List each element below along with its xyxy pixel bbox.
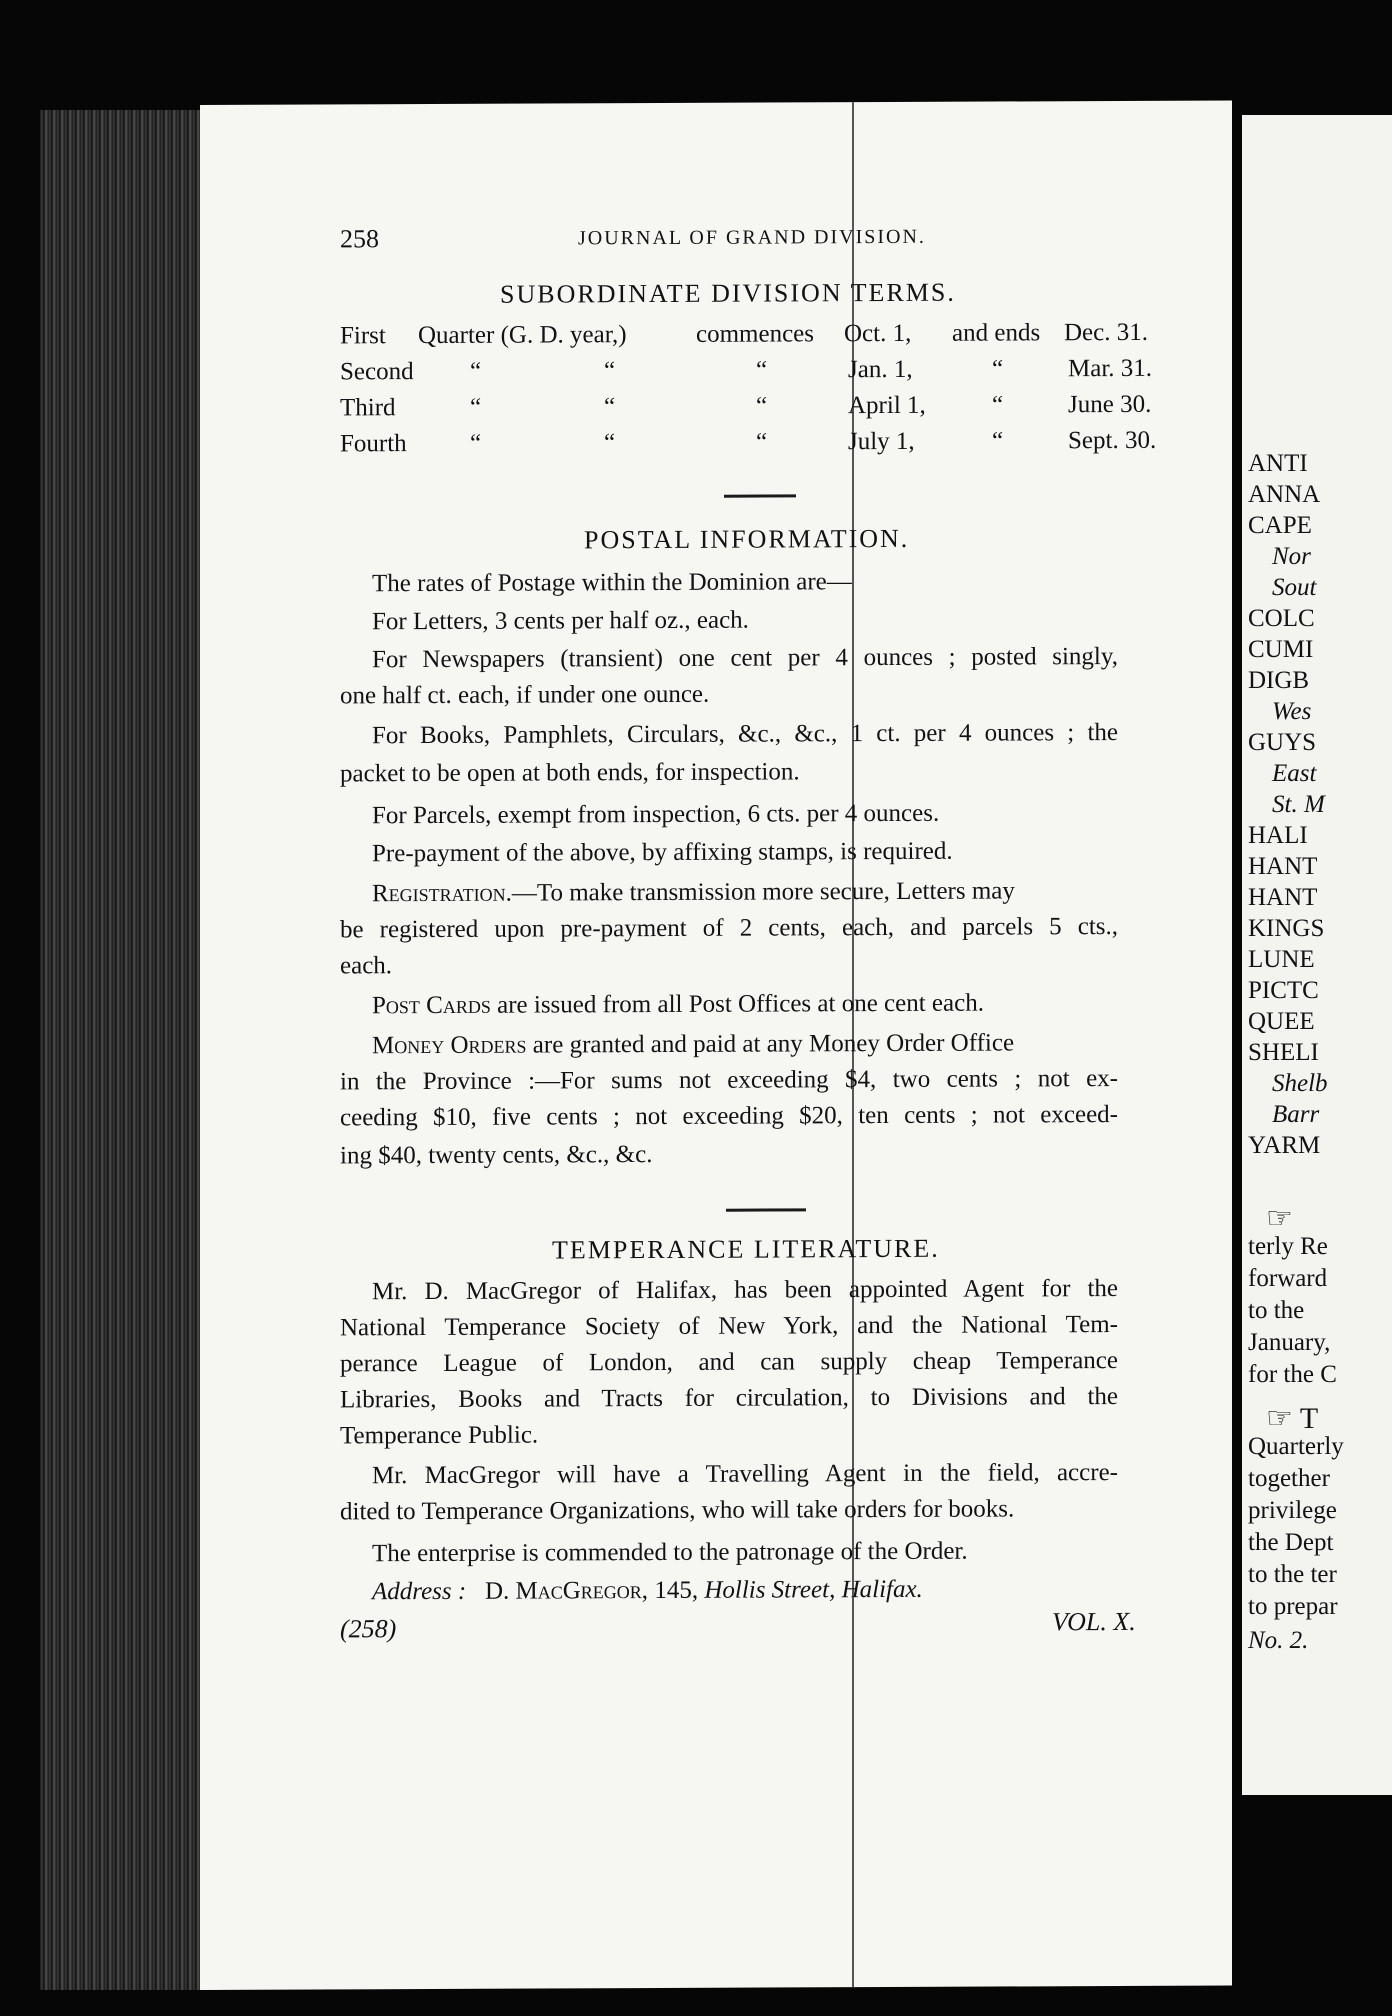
right-page-text: Quarterly [1248,1433,1344,1460]
page-number: 258 [340,224,379,254]
terms-end-date: Dec. 31. [1064,318,1148,347]
postal-line: For Books, Pamphlets, Circulars, &c., &c., 1 ct. per 4 ounces ; the [372,718,1118,750]
postal-line: packet to be open at both ends, for inspection. [340,758,800,788]
ditto-mark: “ [604,393,616,421]
postal-line: For Newspapers (transient) one cent per 4 ounces ; posted singly, [372,642,1118,674]
right-page-text: SHELI [1248,1039,1319,1066]
left-page [200,100,1232,1990]
right-page-text: CUMI [1248,636,1314,663]
right-page-text: No. 2. [1248,1627,1309,1654]
right-page-text: January, [1248,1329,1331,1356]
money-orders-label: Money Orders [372,1031,527,1060]
right-page-text: COLC [1248,605,1315,632]
money-orders-line [372,1025,1014,1064]
terms-quarter-name: Fourth [340,430,407,458]
ditto-mark: “ [604,357,616,385]
right-page-text: CAPE [1248,512,1312,539]
registration-line: each. [340,952,393,980]
temperance-line: dited to Temperance Organizations, who will take orders for books. [340,1495,1015,1526]
right-page-text: to prepar [1248,1593,1338,1620]
ditto-mark: “ [756,428,768,456]
registration-paragraph-line [372,873,1118,912]
address-label: Address : [372,1577,467,1606]
temperance-line: Libraries, Books and Tracts for circulation, to Divisions and the [340,1382,1118,1414]
money-orders-text: are granted and paid at any Money Order Office [526,1029,1015,1059]
section-divider [726,1208,806,1211]
right-page-text: privilege [1248,1497,1337,1524]
ditto-mark: “ [470,393,482,421]
terms-end-date: Mar. 31. [1068,354,1153,383]
terms-heading: SUBORDINATE DIVISION TERMS. [500,277,956,309]
post-cards-text: are issued from all Post Offices at one cent each. [490,989,984,1019]
right-page-text: the Dept [1248,1529,1334,1556]
terms-start-date: Jan. 1, [848,355,913,384]
book-page-edges [40,110,220,1990]
address-street: Hollis Street, Halifax. [704,1575,923,1604]
post-cards-line [372,986,984,1025]
running-head: JOURNAL OF GRAND DIVISION. [578,225,926,250]
postal-line: The rates of Postage within the Dominion are— [372,568,852,598]
right-page-text: HALI [1248,822,1308,849]
post-cards-label: Post Cards [372,991,491,1020]
postal-line: one half ct. each, if under one ounce. [340,680,710,710]
terms-commences: commences [696,320,815,348]
ditto-mark: “ [470,357,482,385]
postal-line: For Parcels, exempt from inspection, 6 cts. per 4 ounces. [372,799,940,830]
right-page-text: for the C [1248,1361,1337,1388]
terms-end-date: June 30. [1068,390,1152,419]
terms-and-ends: and ends [952,319,1041,347]
ditto-mark: “ [992,427,1004,455]
right-page-text: Sout [1272,574,1317,601]
right-page-text: PICTC [1248,977,1319,1004]
right-page-text: East [1272,760,1317,787]
registration-label: Registration. [372,879,512,908]
address-name: D. MacGregor, [484,1577,649,1605]
right-page-text: ANTI [1248,450,1308,477]
right-page-text: LUNE [1248,946,1315,973]
registration-text: —To make transmission more secure, Letters may [511,877,1015,907]
temperance-line: Mr. MacGregor will have a Travelling Agent in the field, accre- [372,1458,1118,1490]
right-page-text: Shelb [1272,1070,1328,1097]
right-page-text: HANT [1248,884,1318,911]
postal-heading: POSTAL INFORMATION. [584,523,910,555]
right-page-fragment [1242,115,1392,1795]
money-orders-line: in the Province :—For sums not exceeding $4, two cents ; not ex- [340,1064,1118,1096]
right-page-text: DIGB [1248,667,1310,694]
ditto-mark: “ [470,429,482,457]
pointing-hand-icon: ☞ [1266,1202,1293,1235]
postal-line: Pre-payment of the above, by affixing stamps, is required. [372,837,953,868]
temperance-line: National Temperance Society of New York, and the National Tem- [340,1310,1118,1342]
right-page-text: to the [1248,1297,1305,1324]
ditto-mark: “ [756,356,768,384]
terms-quarter-name: Third [340,394,396,422]
section-divider [724,494,796,497]
ditto-mark: “ [992,391,1004,419]
address-number: 145, [654,1576,699,1605]
money-orders-line: ceeding $10, five cents ; not exceeding $20, ten cents ; not exceed- [340,1100,1118,1132]
ditto-mark: “ [604,429,616,457]
volume-label: VOL. X. [1052,1606,1136,1637]
right-page-text: GUYS [1248,729,1317,756]
right-page-text: YARM [1248,1132,1321,1159]
terms-start-date: April 1, [848,391,926,420]
postal-line: For Letters, 3 cents per half oz., each. [372,606,749,636]
pointing-hand-icon: ☞ T [1266,1402,1319,1435]
address-line [372,1572,923,1610]
right-page-text: forward [1248,1265,1328,1292]
temperance-line: The enterprise is commended to the patronage of the Order. [372,1537,968,1568]
right-page-text: Nor [1272,543,1311,570]
right-page-text: Wes [1272,698,1312,725]
temperance-line: Mr. D. MacGregor of Halifax, has been appointed Agent for the [372,1274,1118,1306]
registration-line: be registered upon pre-payment of 2 cents, each, and parcels 5 cts., [340,912,1118,944]
terms-start-date: Oct. 1, [844,319,912,348]
temperance-heading: TEMPERANCE LITERATURE. [552,1233,940,1265]
right-page-text: ANNA [1248,481,1321,508]
right-page-text: KINGS [1248,915,1325,942]
right-page-text: St. M [1272,791,1325,818]
terms-quarter-desc: Quarter (G. D. year,) [418,321,627,350]
ditto-mark: “ [756,392,768,420]
terms-quarter-name: Second [340,358,414,386]
terms-start-date: July 1, [848,427,915,456]
ditto-mark: “ [992,355,1004,383]
page-footer-number: (258) [340,1614,397,1644]
right-page-text: QUEE [1248,1008,1315,1035]
temperance-line: Temperance Public. [340,1421,539,1450]
right-page-text: together [1248,1465,1330,1492]
right-page-text: terly Re [1248,1233,1328,1260]
temperance-line: perance League of London, and can supply cheap Temperance [340,1346,1118,1378]
right-page-text: to the ter [1248,1561,1337,1588]
right-page-text: Barr [1272,1101,1320,1128]
money-orders-line: ing $40, twenty cents, &c., &c. [340,1141,653,1170]
terms-end-date: Sept. 30. [1068,426,1157,455]
terms-quarter-name: First [340,322,386,350]
right-page-text: HANT [1248,853,1318,880]
